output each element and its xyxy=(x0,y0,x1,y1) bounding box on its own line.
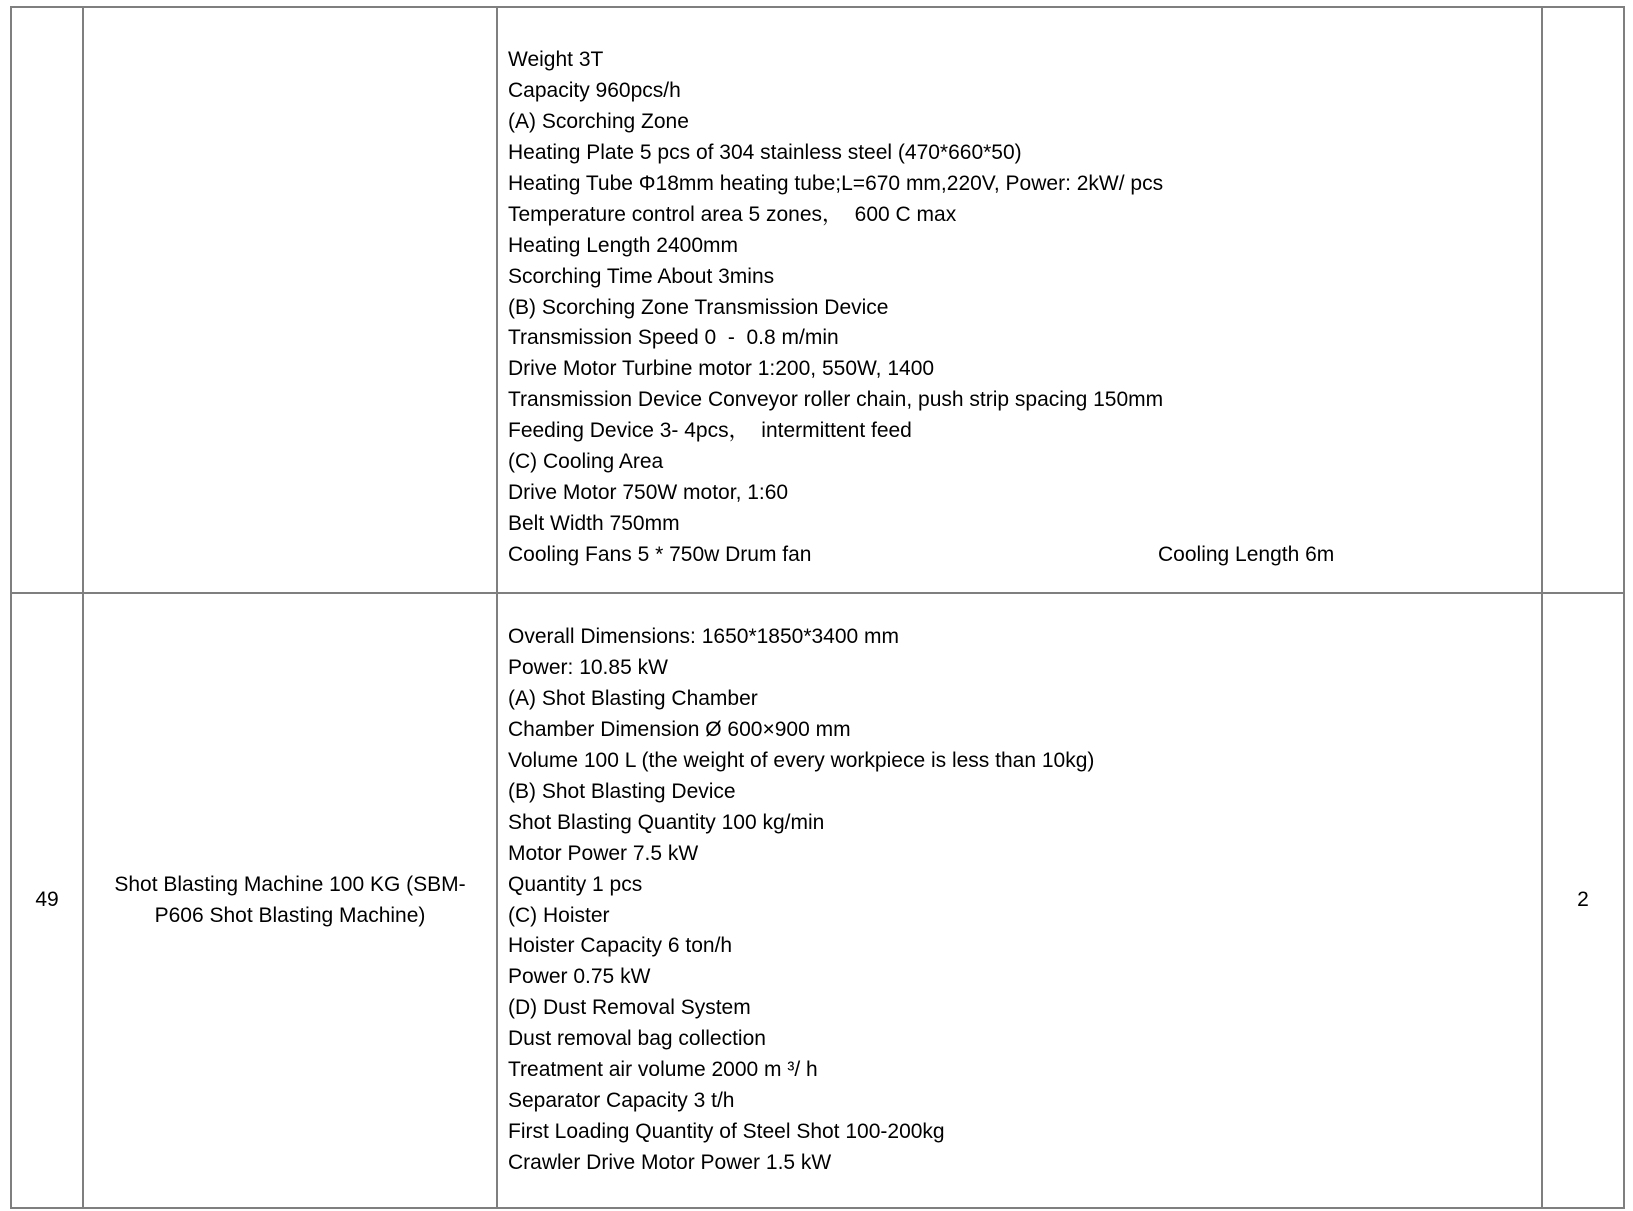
specification-cell xyxy=(497,7,1542,593)
table-row xyxy=(11,7,1624,593)
spec-line: Treatment air volume 2000 m ³/ h xyxy=(508,1058,818,1082)
specification-cell xyxy=(497,593,1542,1208)
spec-line: Temperature control area 5 zones， 600 C max xyxy=(508,202,957,226)
quantity-cell xyxy=(1542,7,1624,593)
spec-line: (C) Cooling Area xyxy=(508,450,664,474)
spec-line: Weight 3T xyxy=(508,48,604,72)
spec-line: Separator Capacity 3 t/h xyxy=(508,1088,735,1112)
specification-list xyxy=(508,45,1531,570)
spec-line: (A) Shot Blasting Chamber xyxy=(508,687,758,711)
spec-line: Hoister Capacity 6 ton/h xyxy=(508,934,733,958)
spec-line: Drive Motor Turbine motor 1:200, 550W, 1400 xyxy=(508,357,935,381)
spec-line: Shot Blasting Quantity 100 kg/min xyxy=(508,810,825,834)
spec-line-left: Cooling Fans 5 * 750w Drum fan xyxy=(508,542,812,566)
spec-line: Chamber Dimension Ø 600×900 mm xyxy=(508,718,851,742)
spec-line: Power 0.75 kW xyxy=(508,965,651,989)
spec-line: Quantity 1 pcs xyxy=(508,872,643,896)
spec-line: Scorching Time About 3mins xyxy=(508,264,775,288)
item-name-cell: Shot Blasting Machine 100 KG (SBM-P606 Shot Blasting Machine) xyxy=(83,593,497,1208)
table-row xyxy=(11,593,1624,1208)
spec-line: (B) Shot Blasting Device xyxy=(508,779,736,803)
spec-line: Dust removal bag collection xyxy=(508,1027,766,1051)
spec-line: (B) Scorching Zone Transmission Device xyxy=(508,295,889,319)
spec-line: Power: 10.85 kW xyxy=(508,656,668,680)
item-number-cell: 49 xyxy=(11,593,83,1208)
spec-line: Feeding Device 3- 4pcs， intermittent feed xyxy=(508,419,912,443)
quantity-cell: 2 xyxy=(1542,593,1624,1208)
spec-line: Heating Tube Φ18mm heating tube;L=670 mm,220V, Power: 2kW/ pcs xyxy=(508,171,1164,195)
spec-line-split xyxy=(508,540,1531,571)
spec-line: Overall Dimensions: 1650*1850*3400 mm xyxy=(508,625,900,649)
item-name-cell xyxy=(83,7,497,593)
spec-line: Transmission Device Conveyor roller chain, push strip spacing 150mm xyxy=(508,388,1164,412)
spec-line: Volume 100 L (the weight of every workpiece is less than 10kg) xyxy=(508,748,1095,772)
equipment-spec-table xyxy=(10,6,1625,1209)
specification-list xyxy=(508,622,1531,1178)
spec-line: Heating Plate 5 pcs of 304 stainless steel (470*660*50) xyxy=(508,141,1022,165)
spec-line: Motor Power 7.5 kW xyxy=(508,841,699,865)
spec-line: First Loading Quantity of Steel Shot 100-200kg xyxy=(508,1119,945,1143)
item-number-cell xyxy=(11,7,83,593)
spec-line: Drive Motor 750W motor, 1:60 xyxy=(508,480,789,504)
spec-line: (A) Scorching Zone xyxy=(508,110,689,134)
spec-line: Belt Width 750mm xyxy=(508,511,680,535)
spec-line: (D) Dust Removal System xyxy=(508,996,751,1020)
spec-line: (C) Hoister xyxy=(508,903,610,927)
spec-line-right: Cooling Length 6m xyxy=(1158,542,1335,566)
spec-line: Crawler Drive Motor Power 1.5 kW xyxy=(508,1150,832,1174)
spec-line: Capacity 960pcs/h xyxy=(508,79,681,103)
spec-line: Transmission Speed 0 - 0.8 m/min xyxy=(508,326,839,350)
spec-line: Heating Length 2400mm xyxy=(508,233,738,257)
